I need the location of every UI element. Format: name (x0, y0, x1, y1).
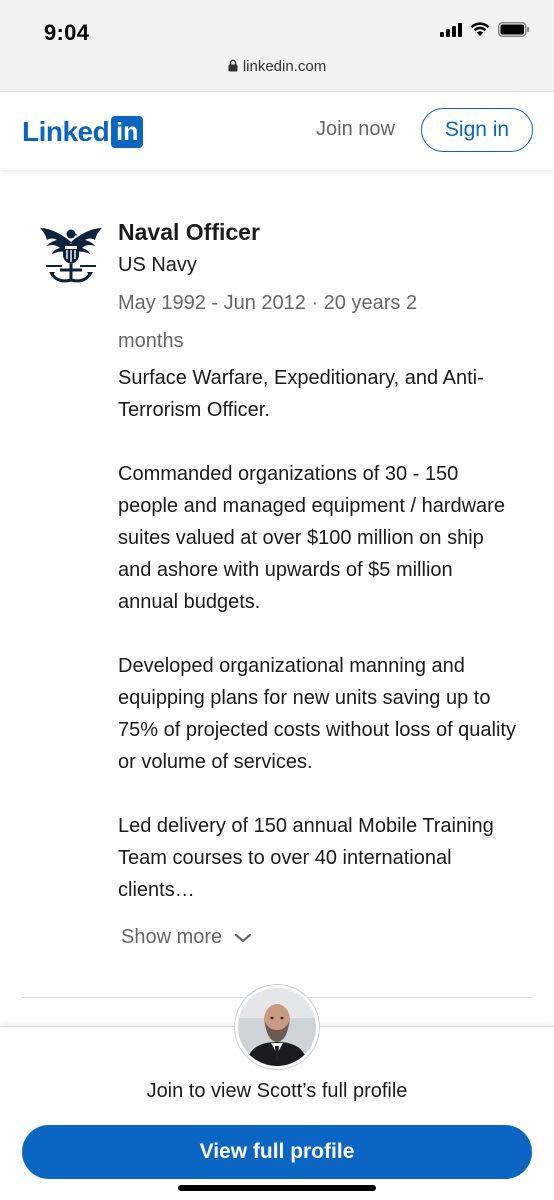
experience-details (118, 216, 518, 906)
cellular-signal-icon (440, 23, 462, 37)
show-more-label: Show more (121, 926, 223, 948)
linkedin-header (0, 92, 554, 170)
description-paragraph: Developed organizational manning and equipping plans for new units saving up to 75% of projected costs without loss of quality or volume of services. (118, 655, 516, 773)
description-paragraph: Commanded organizations of 30 - 150 people and managed equipment / hardware suites valued at over $100 million on ship and ashore with upwards of $5 million annual budgets. (118, 463, 505, 613)
lock-icon (228, 59, 238, 72)
description-paragraph: Surface Warfare, Expeditionary, and Anti-Terrorism Officer. (118, 367, 484, 421)
home-indicator (178, 1185, 376, 1191)
linkedin-logo[interactable] (22, 116, 143, 148)
view-full-profile-button[interactable]: View full profile (22, 1125, 532, 1179)
profile-photo (238, 988, 316, 1066)
status-icons (440, 22, 530, 37)
status-bar (0, 0, 554, 92)
position-description (118, 362, 518, 906)
company-name[interactable]: US Navy (118, 254, 197, 276)
url-bar[interactable] (0, 58, 554, 75)
date-range: May 1992 - Jun 2012 · 20 years 2 months (118, 292, 418, 352)
show-more-button[interactable] (121, 926, 252, 949)
sign-in-button[interactable]: Sign in (421, 108, 533, 152)
logo-in-box: in (111, 116, 143, 148)
status-time: 9:04 (44, 20, 90, 45)
battery-icon (498, 22, 530, 37)
us-navy-logo-icon (38, 222, 104, 284)
position-title: Naval Officer (118, 219, 260, 245)
avatar (235, 985, 319, 1069)
join-now-link[interactable]: Join now (316, 118, 395, 140)
wifi-icon (470, 22, 490, 37)
chevron-down-icon (234, 933, 252, 943)
url-text: linkedin.com (242, 58, 327, 75)
logo-wordmark: Linked (22, 116, 110, 147)
join-to-view-text: Join to view Scott’s full profile (146, 1080, 408, 1102)
description-paragraph: Led delivery of 150 annual Mobile Training Team courses to over 40 international clients… (118, 815, 494, 901)
